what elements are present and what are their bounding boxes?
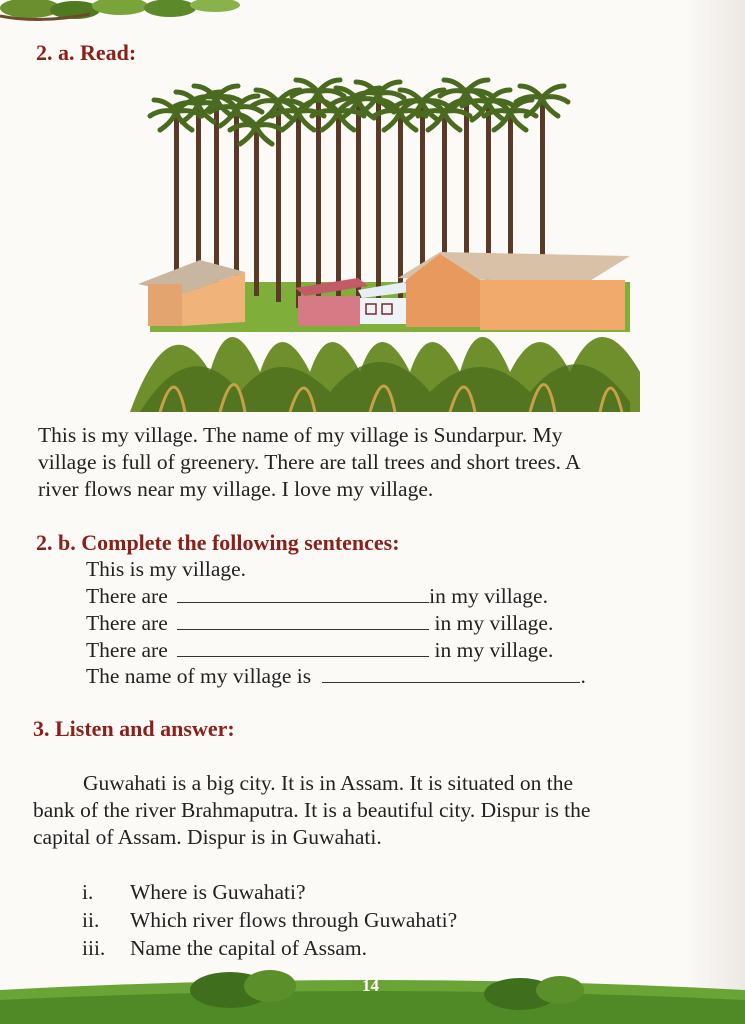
village-illustration xyxy=(130,72,640,412)
sentence-line xyxy=(86,584,548,609)
sentence-end: . xyxy=(580,664,586,688)
section-heading-complete: 2. b. Complete the following sentences: xyxy=(36,530,400,555)
village-paragraph xyxy=(38,422,738,503)
question-text: Where is Guwahati? xyxy=(130,880,306,904)
sentence-end: in my village. xyxy=(429,638,554,662)
sentence-start: The name of my village is xyxy=(86,664,312,688)
sentence-end: in my village. xyxy=(429,611,554,635)
guwahati-paragraph-line: Guwahati is a big city. It is in Assam. It is situated on the xyxy=(83,771,574,795)
question-text: Which river flows through Guwahati? xyxy=(130,908,458,932)
page-edge-shadow xyxy=(685,0,745,1024)
question-number: ii. xyxy=(82,908,100,932)
leaf-border-decoration xyxy=(0,0,260,30)
guwahati-paragraph-line: bank of the river Brahmaputra. It is a beautiful city. Dispur is the xyxy=(33,798,591,822)
fill-in-blank[interactable] xyxy=(177,638,429,657)
sentence-line xyxy=(86,664,586,689)
village-paragraph-line: village is full of greenery. There are tall trees and short trees. A xyxy=(38,450,581,474)
question-number: iii. xyxy=(82,936,106,960)
fill-in-blank[interactable] xyxy=(177,584,429,603)
sentence-text: This is my village. xyxy=(86,557,247,581)
section-heading-listen: 3. Listen and answer: xyxy=(33,716,235,741)
sentence-end: in my village. xyxy=(429,584,548,608)
fill-in-blank[interactable] xyxy=(177,611,429,630)
question-item xyxy=(82,880,306,905)
sentence-line xyxy=(86,638,553,663)
page-number: 14 xyxy=(362,976,379,995)
question-text: Name the capital of Assam. xyxy=(130,936,368,960)
sentence-start: There are xyxy=(86,611,168,635)
sentence-start: There are xyxy=(86,638,168,662)
section-heading-read: 2. a. Read: xyxy=(36,40,137,65)
fill-in-blank[interactable] xyxy=(322,664,580,683)
sentence-line xyxy=(86,557,246,582)
sentence-line xyxy=(86,611,553,636)
guwahati-paragraph xyxy=(33,770,733,851)
question-number: i. xyxy=(82,880,94,904)
village-paragraph-line: river flows near my village. I love my village. xyxy=(38,477,434,501)
village-paragraph-line: This is my village. The name of my village is Sundarpur. My xyxy=(38,423,563,447)
question-item xyxy=(82,908,457,933)
question-item xyxy=(82,936,367,961)
sentence-start: There are xyxy=(86,584,168,608)
guwahati-paragraph-line: capital of Assam. Dispur is in Guwahati. xyxy=(33,825,382,849)
